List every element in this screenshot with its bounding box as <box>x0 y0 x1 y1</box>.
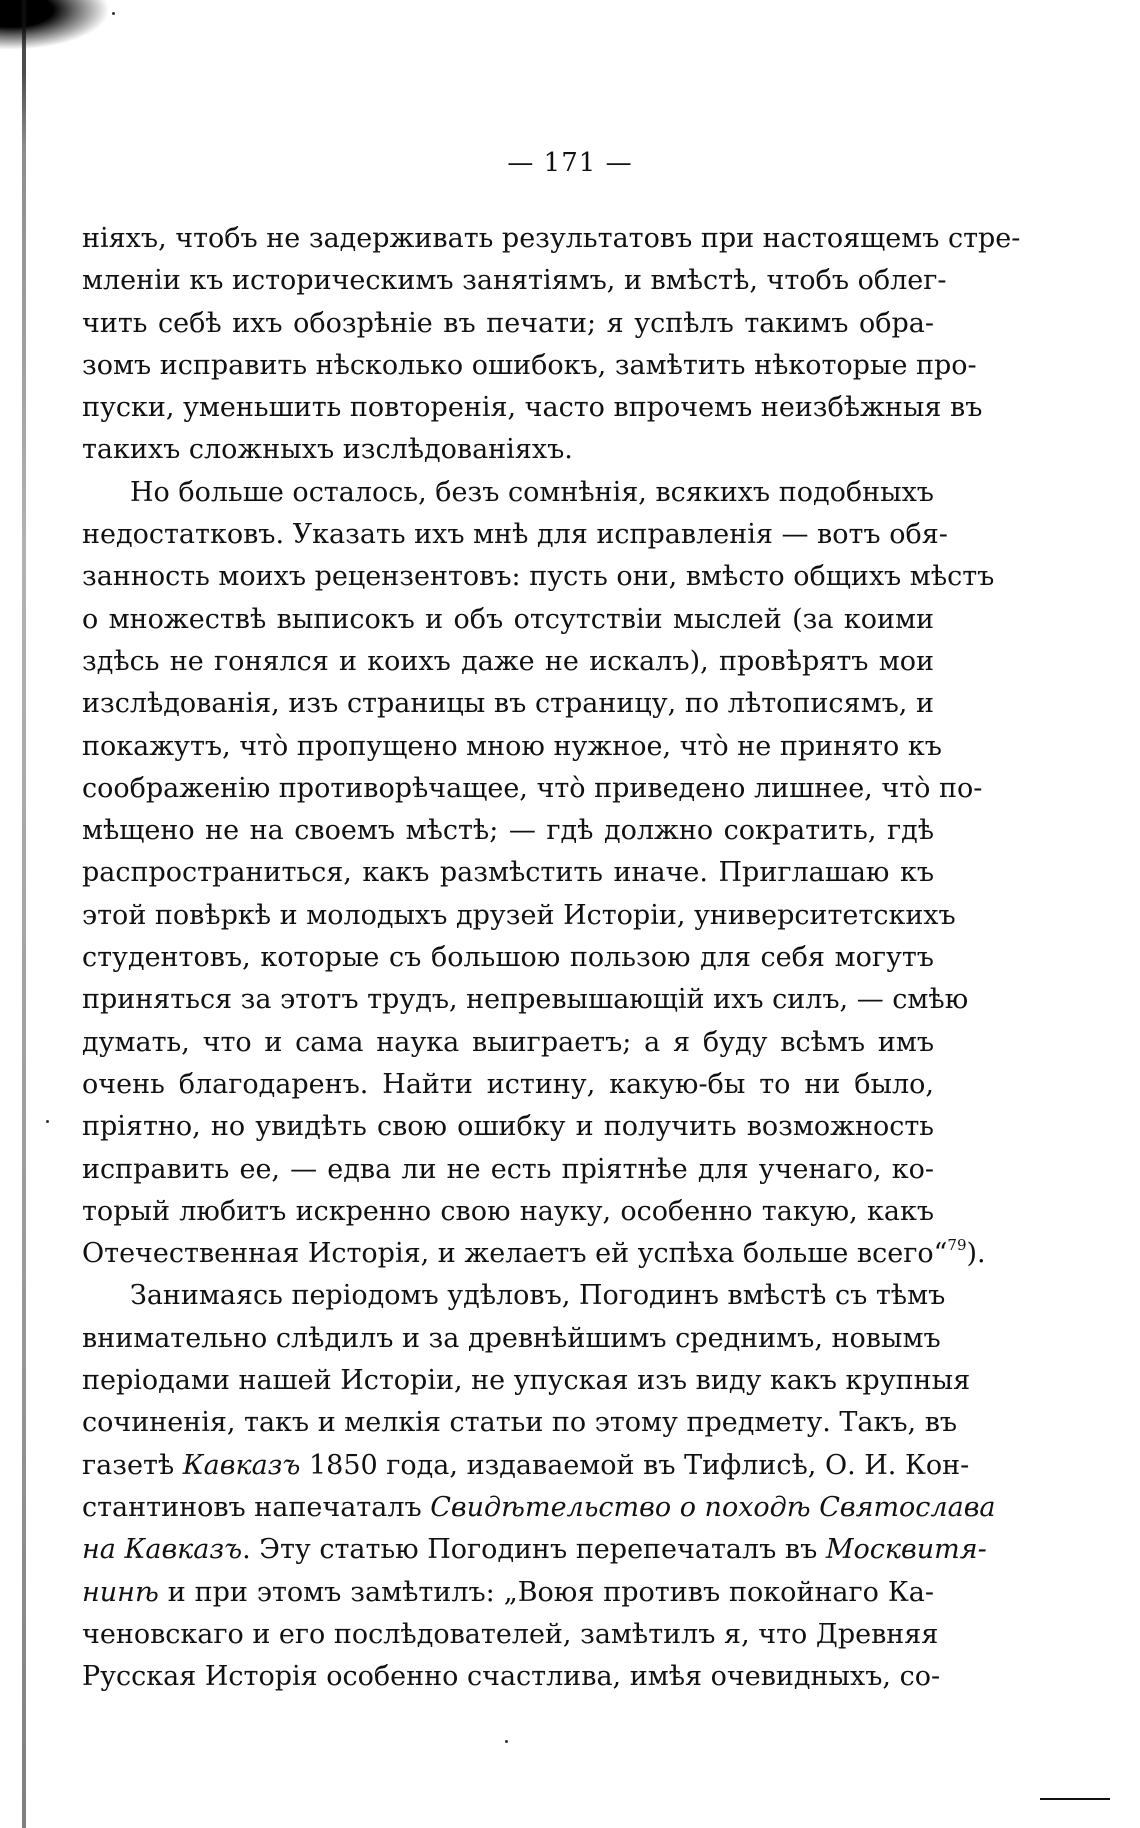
text-line: распространиться, какъ размѣстить иначе. Приглашаю къ <box>82 857 934 889</box>
text-line: покажутъ, что̀ пропущено мною нужное, что̀ не принято къ <box>82 730 942 762</box>
text-line: такихъ сложныхъ изслѣдованіяхъ. <box>82 434 573 466</box>
italic-title: нинѣ <box>82 1576 159 1608</box>
text-line: этой повѣркѣ и молодыхъ друзей Исторіи, университетскихъ <box>82 899 956 931</box>
text-line: Отечественная Исторія, и желаетъ ей успѣха больше всего“$^{79}$). <box>82 1236 986 1270</box>
text-line: стантиновъ напечаталъ Свидѣтельство о походѣ Святослава <box>82 1491 996 1523</box>
scan-speck <box>505 1740 508 1743</box>
text-line: пріятно, но увидѣть свою ошибку и получить возможность <box>82 1111 934 1143</box>
text-line: періодами нашей Исторіи, не упуская изъ виду какъ крупныя <box>82 1365 971 1397</box>
text-line: изслѣдованія, изъ страницы въ страницу, по лѣтописямъ, и <box>82 688 934 720</box>
text-line: газетѣ Кавказъ 1850 года, издаваемой въ Тифлисѣ, О. И. Кон- <box>82 1449 970 1481</box>
text-line: торый любитъ искренно свою науку, особенно такую, какъ <box>82 1195 934 1227</box>
scan-corner-mark <box>0 0 110 50</box>
scan-speck <box>46 1120 49 1123</box>
text-line: Русская Исторія особенно счастлива, имѣя очевидныхъ, со- <box>82 1661 941 1693</box>
text-line: о множествѣ выписокъ и объ отсутствіи мыслей (за коими <box>82 603 934 635</box>
paragraph-start-line: Занимаясь періодомъ удѣловъ, Погодинъ вмѣстѣ съ тѣмъ <box>130 1280 946 1312</box>
text-line: пуски, уменьшить повторенія, часто впрочемъ неизбѣжныя въ <box>82 392 983 424</box>
text-line: здѣсь не гонялся и коихъ даже не искалъ), провѣрятъ мои <box>82 645 934 677</box>
text-line: занность моихъ рецензентовъ: пусть они, вмѣсто общихъ мѣстъ <box>82 561 995 593</box>
text-line: мѣщено не на своемъ мѣстѣ; — гдѣ должно сократить, гдѣ <box>82 815 934 847</box>
italic-title: Москвитя- <box>825 1534 987 1566</box>
text-line: приняться за этотъ трудъ, непревышающій ихъ силъ, — смѣю <box>82 984 969 1016</box>
scan-left-edge <box>22 0 26 1828</box>
text-line: чить себѣ ихъ обозрѣніе въ печати; я успѣлъ такимъ обра- <box>82 307 934 339</box>
text-line: сочиненія, такъ и мелкія статьи по этому предмету. Такъ, въ <box>82 1407 958 1439</box>
italic-title: на Кавказъ <box>82 1534 243 1566</box>
text-line: думать, что и сама наука выиграетъ; а я буду всѣмъ имъ <box>82 1026 934 1058</box>
text-line: студентовъ, которые съ большою пользою для себя могутъ <box>82 942 934 974</box>
text-line: соображенію противорѣчащее, что̀ приведено лишнее, что̀ по- <box>82 772 983 804</box>
body-text <box>82 218 1021 1698</box>
text-line: недостатковъ. Указать ихъ мнѣ для исправленія — вотъ обя- <box>82 519 948 551</box>
scan-speck <box>112 12 115 15</box>
text-line: ченовскаго и его послѣдователей, замѣтилъ я, что Древняя <box>82 1618 939 1650</box>
text-line: на Кавказъ. Эту статью Погодинъ перепечаталъ въ Москвитя- <box>82 1534 987 1566</box>
italic-title: Свидѣтельство о походѣ Святослава <box>430 1491 996 1523</box>
text-line: ніяхъ, чтобъ не задерживать результатовъ при настоящемъ стре- <box>82 223 1021 254</box>
text-line: исправить ее, — едва ли не есть пріятнѣе для ученаго, ко- <box>82 1153 934 1185</box>
text-line: очень благодаренъ. Найти истину, какую-бы то ни было, <box>82 1068 934 1100</box>
scan-corner-line <box>1040 1798 1110 1800</box>
text-line: нинѣ и при этомъ замѣтилъ: „Воюя противъ покойнаго Ка- <box>82 1576 934 1608</box>
paragraph-start-line: Но больше осталось, безъ сомнѣнія, всякихъ подобныхъ <box>130 476 934 508</box>
text-line: мленіи къ историческимъ занятіямъ, и вмѣстѣ, чтобъ облег- <box>82 265 947 297</box>
text-line: зомъ исправить нѣсколько ошибокъ, замѣтить нѣкоторые про- <box>82 349 977 381</box>
text-line: внимательно слѣдилъ и за древнѣйшимъ среднимъ, новымъ <box>82 1322 941 1354</box>
footnote-marker: 79 <box>947 1236 967 1255</box>
page-number: — 171 — <box>507 148 633 178</box>
italic-title: Кавказъ <box>182 1449 301 1481</box>
